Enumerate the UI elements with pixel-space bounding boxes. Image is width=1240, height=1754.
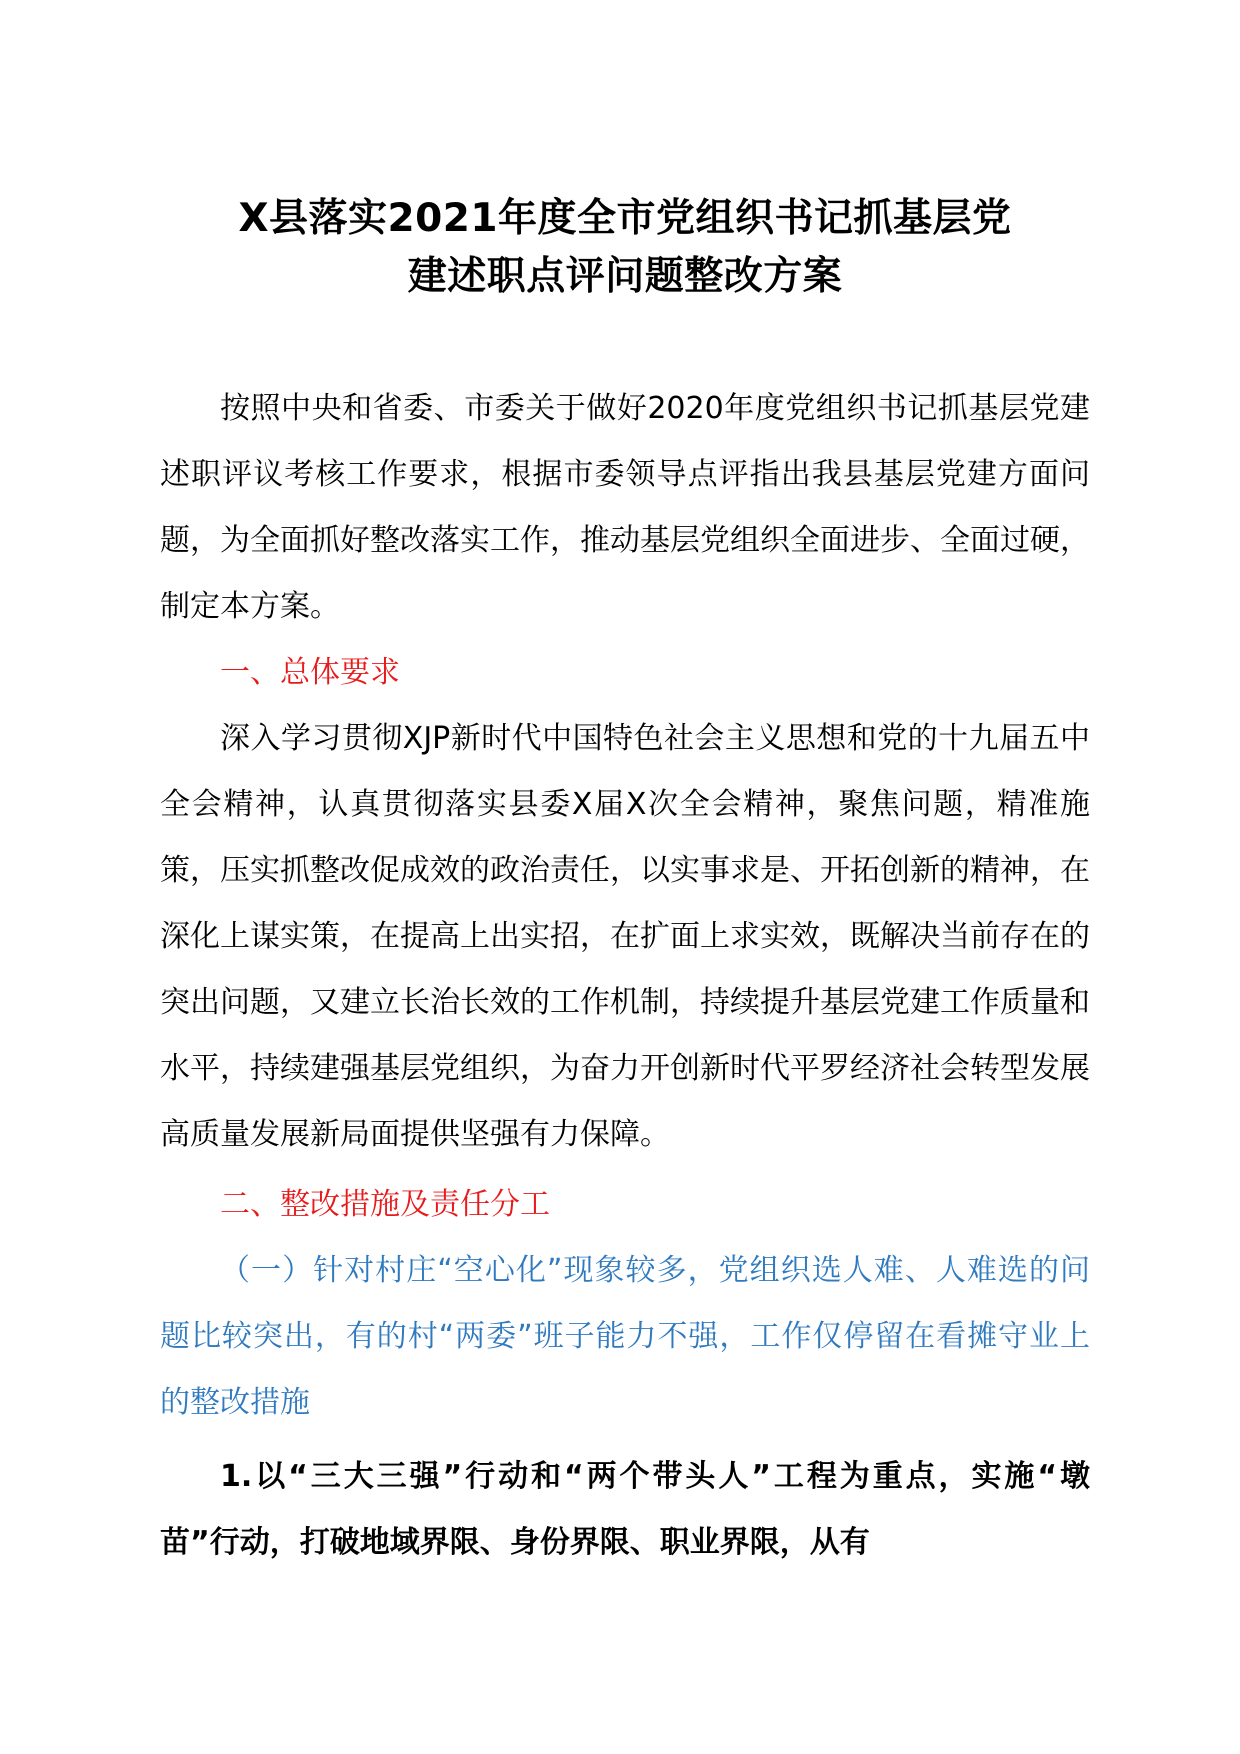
section-2-heading: 二、整改措施及责任分工 <box>220 1187 550 1222</box>
subsection-1-heading: （一）针对村庄“空心化”现象较多，党组织选人难、人难选的问题比较突出，有的村“两委”班子能力不强，工作仅停留在看摊守业上的整改措施 <box>160 1253 1090 1420</box>
title-line-1: X县落实2021年度全市党组织书记抓基层党 <box>238 196 1012 241</box>
item-1-paragraph: 1.以“三大三强”行动和“两个带头人”工程为重点，实施“墩苗”行动，打破地域界限、身份界限、职业界限，从有 <box>160 1459 1090 1560</box>
section-1-body: 深入学习贯彻XJP新时代中国特色社会主义思想和党的十九届五中全会精神，认真贯彻落实县委X届X次全会精神，聚焦问题，精准施策，压实抓整改促成效的政治责任，以实事求是、开拓创新的精神，在深化上谋实策，在提高上出实招，在扩面上求实效，既解决当前存在的突出问题，又建立长治长效的工作机制，持续提升基层党建工作质量和水平，持续建强基层党组织，为奋力开创新时代平罗经济社会转型发展高质量发展新局面提供坚强有力保障。 <box>160 721 1090 1152</box>
document-title <box>160 190 1090 306</box>
section-1-heading: 一、总体要求 <box>220 655 400 690</box>
document-page <box>160 190 1090 1576</box>
title-line-2: 建述职点评问题整改方案 <box>407 254 843 299</box>
intro-paragraph: 按照中央和省委、市委关于做好2020年度党组织书记抓基层党建述职评议考核工作要求，根据市委领导点评指出我县基层党建方面问题，为全面抓好整改落实工作，推动基层党组织全面进步、全面过硬，制定本方案。 <box>160 391 1090 624</box>
